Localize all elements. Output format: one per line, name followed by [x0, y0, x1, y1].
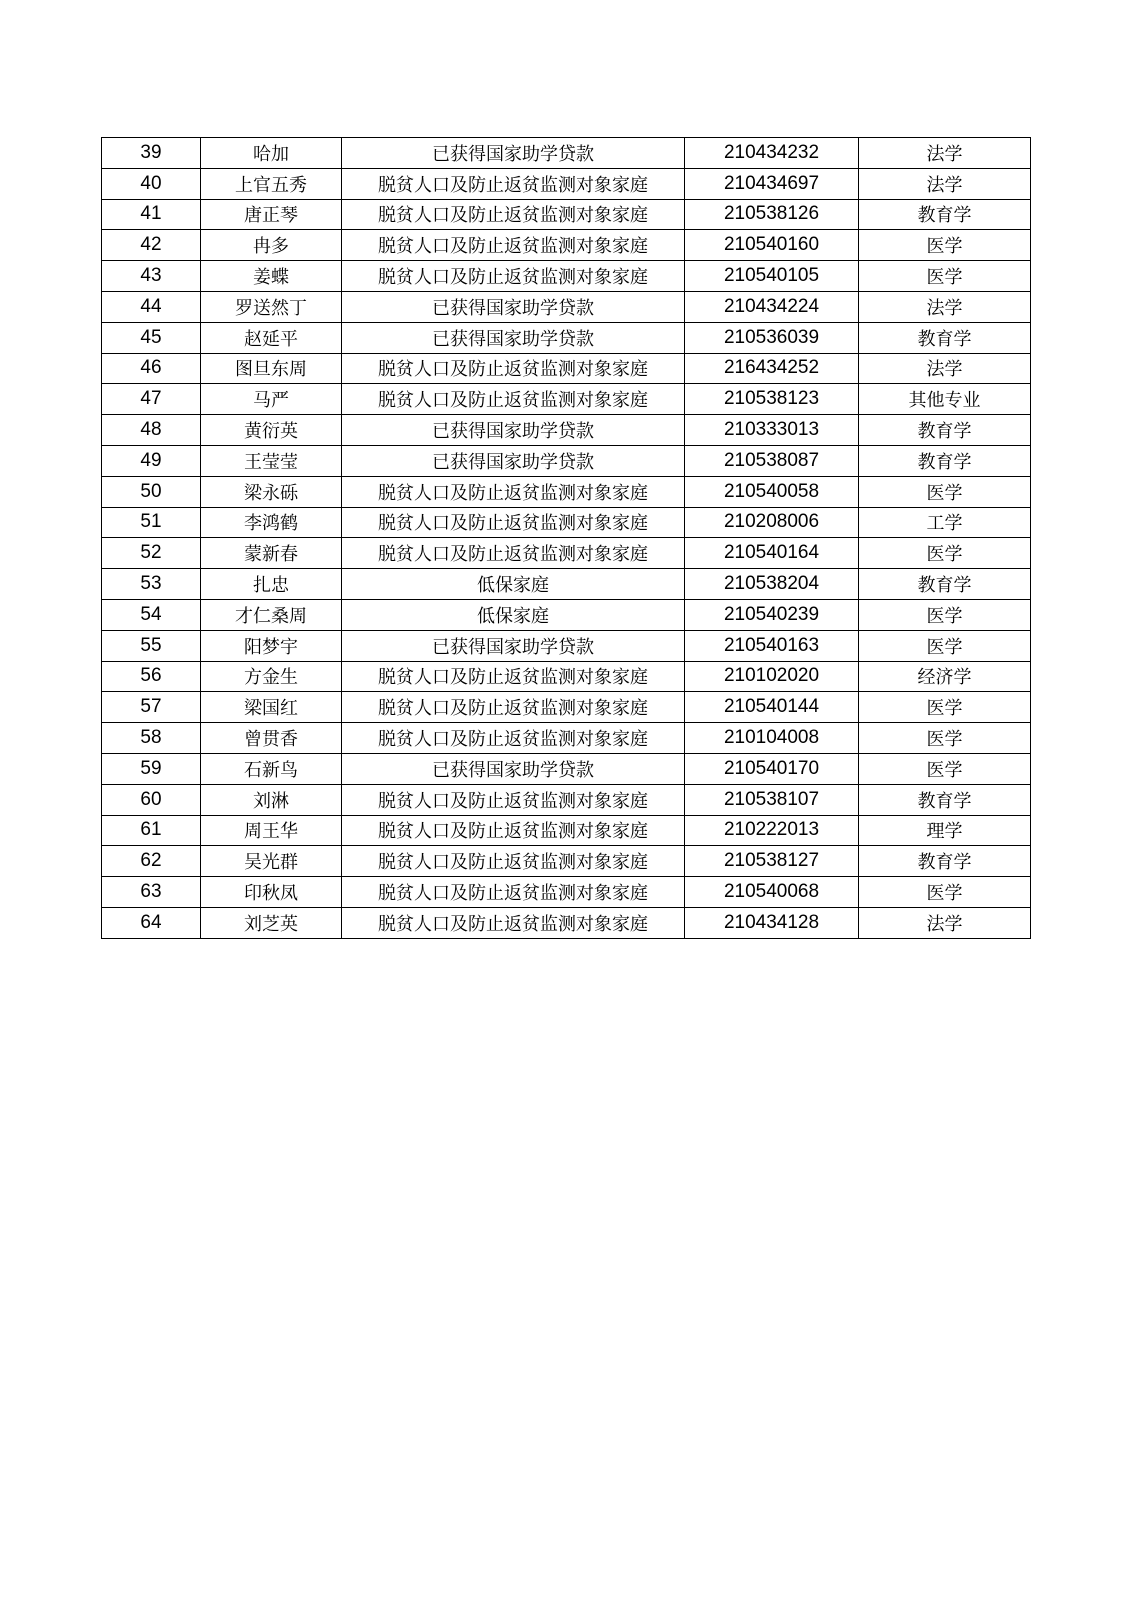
- major-cell: 法学: [859, 138, 1031, 169]
- student-name-cell: 王莹莹: [201, 445, 342, 476]
- student-id-cell: 210540160: [685, 230, 859, 261]
- table-row: [102, 723, 1031, 754]
- table-row: [102, 538, 1031, 569]
- table-row: [102, 138, 1031, 169]
- table-row: [102, 784, 1031, 815]
- aid-category-cell: 脱贫人口及防止返贫监测对象家庭: [342, 661, 685, 692]
- row-number-cell: 52: [102, 538, 201, 569]
- row-number-cell: 44: [102, 291, 201, 322]
- student-id-cell: 210333013: [685, 415, 859, 446]
- student-id-cell: 210538107: [685, 784, 859, 815]
- major-cell: 教育学: [859, 415, 1031, 446]
- row-number-cell: 39: [102, 138, 201, 169]
- row-number-cell: 49: [102, 445, 201, 476]
- row-number-cell: 50: [102, 476, 201, 507]
- row-number-cell: 58: [102, 723, 201, 754]
- student-id-cell: 210208006: [685, 507, 859, 538]
- table-row: [102, 384, 1031, 415]
- student-name-cell: 梁永砾: [201, 476, 342, 507]
- student-id-cell: 210540058: [685, 476, 859, 507]
- table-row: [102, 353, 1031, 384]
- major-cell: 教育学: [859, 445, 1031, 476]
- aid-category-cell: 脱贫人口及防止返贫监测对象家庭: [342, 353, 685, 384]
- row-number-cell: 62: [102, 846, 201, 877]
- table-row: [102, 322, 1031, 353]
- aid-category-cell: 已获得国家助学贷款: [342, 445, 685, 476]
- major-cell: 教育学: [859, 569, 1031, 600]
- student-name-cell: 马严: [201, 384, 342, 415]
- aid-category-cell: 低保家庭: [342, 569, 685, 600]
- major-cell: 理学: [859, 815, 1031, 846]
- table-row: [102, 692, 1031, 723]
- aid-category-cell: 已获得国家助学贷款: [342, 753, 685, 784]
- table-row: [102, 476, 1031, 507]
- table-row: [102, 877, 1031, 908]
- student-name-cell: 哈加: [201, 138, 342, 169]
- aid-category-cell: 脱贫人口及防止返贫监测对象家庭: [342, 476, 685, 507]
- student-id-cell: 210434232: [685, 138, 859, 169]
- student-name-cell: 姜蝶: [201, 261, 342, 292]
- student-name-cell: 罗送然丁: [201, 291, 342, 322]
- student-id-cell: 210538087: [685, 445, 859, 476]
- major-cell: 医学: [859, 877, 1031, 908]
- major-cell: 医学: [859, 599, 1031, 630]
- aid-category-cell: 脱贫人口及防止返贫监测对象家庭: [342, 384, 685, 415]
- student-name-cell: 冉多: [201, 230, 342, 261]
- major-cell: 法学: [859, 168, 1031, 199]
- aid-category-cell: 脱贫人口及防止返贫监测对象家庭: [342, 507, 685, 538]
- aid-category-cell: 已获得国家助学贷款: [342, 415, 685, 446]
- student-name-cell: 方金生: [201, 661, 342, 692]
- major-cell: 医学: [859, 261, 1031, 292]
- table-row: [102, 753, 1031, 784]
- student-id-cell: 210540144: [685, 692, 859, 723]
- student-id-cell: 210222013: [685, 815, 859, 846]
- major-cell: 法学: [859, 907, 1031, 938]
- table-row: [102, 630, 1031, 661]
- student-id-cell: 210540105: [685, 261, 859, 292]
- major-cell: 其他专业: [859, 384, 1031, 415]
- row-number-cell: 63: [102, 877, 201, 908]
- student-id-cell: 210538126: [685, 199, 859, 230]
- table-row: [102, 291, 1031, 322]
- aid-category-cell: 脱贫人口及防止返贫监测对象家庭: [342, 784, 685, 815]
- table-row: [102, 599, 1031, 630]
- table-row: [102, 199, 1031, 230]
- aid-category-cell: 已获得国家助学贷款: [342, 322, 685, 353]
- student-name-cell: 吴光群: [201, 846, 342, 877]
- table-row: [102, 846, 1031, 877]
- student-id-cell: 210102020: [685, 661, 859, 692]
- student-name-cell: 刘芝英: [201, 907, 342, 938]
- student-id-cell: 210540239: [685, 599, 859, 630]
- major-cell: 医学: [859, 723, 1031, 754]
- student-roster-table: [101, 137, 1031, 939]
- student-name-cell: 扎忠: [201, 569, 342, 600]
- aid-category-cell: 已获得国家助学贷款: [342, 138, 685, 169]
- aid-category-cell: 低保家庭: [342, 599, 685, 630]
- aid-category-cell: 脱贫人口及防止返贫监测对象家庭: [342, 692, 685, 723]
- aid-category-cell: 脱贫人口及防止返贫监测对象家庭: [342, 261, 685, 292]
- student-id-cell: 210540163: [685, 630, 859, 661]
- student-name-cell: 石新鸟: [201, 753, 342, 784]
- student-id-cell: 210104008: [685, 723, 859, 754]
- row-number-cell: 64: [102, 907, 201, 938]
- student-name-cell: 曾贯香: [201, 723, 342, 754]
- row-number-cell: 61: [102, 815, 201, 846]
- student-id-cell: 210538204: [685, 569, 859, 600]
- row-number-cell: 56: [102, 661, 201, 692]
- student-name-cell: 图旦东周: [201, 353, 342, 384]
- major-cell: 医学: [859, 692, 1031, 723]
- major-cell: 法学: [859, 353, 1031, 384]
- student-name-cell: 赵延平: [201, 322, 342, 353]
- major-cell: 工学: [859, 507, 1031, 538]
- row-number-cell: 43: [102, 261, 201, 292]
- row-number-cell: 60: [102, 784, 201, 815]
- student-id-cell: 210538127: [685, 846, 859, 877]
- roster-body: [102, 138, 1031, 939]
- student-id-cell: 210540164: [685, 538, 859, 569]
- major-cell: 医学: [859, 476, 1031, 507]
- student-name-cell: 李鸿鹤: [201, 507, 342, 538]
- aid-category-cell: 脱贫人口及防止返贫监测对象家庭: [342, 723, 685, 754]
- row-number-cell: 45: [102, 322, 201, 353]
- aid-category-cell: 脱贫人口及防止返贫监测对象家庭: [342, 815, 685, 846]
- table-row: [102, 815, 1031, 846]
- student-name-cell: 上官五秀: [201, 168, 342, 199]
- student-id-cell: 210434224: [685, 291, 859, 322]
- student-name-cell: 周王华: [201, 815, 342, 846]
- row-number-cell: 55: [102, 630, 201, 661]
- student-id-cell: 210434697: [685, 168, 859, 199]
- table-row: [102, 507, 1031, 538]
- aid-category-cell: 脱贫人口及防止返贫监测对象家庭: [342, 168, 685, 199]
- student-name-cell: 蒙新春: [201, 538, 342, 569]
- major-cell: 法学: [859, 291, 1031, 322]
- table-row: [102, 445, 1031, 476]
- major-cell: 医学: [859, 630, 1031, 661]
- student-id-cell: 210540068: [685, 877, 859, 908]
- table-row: [102, 415, 1031, 446]
- row-number-cell: 59: [102, 753, 201, 784]
- student-name-cell: 刘淋: [201, 784, 342, 815]
- major-cell: 经济学: [859, 661, 1031, 692]
- student-name-cell: 印秋凤: [201, 877, 342, 908]
- aid-category-cell: 脱贫人口及防止返贫监测对象家庭: [342, 538, 685, 569]
- row-number-cell: 57: [102, 692, 201, 723]
- student-id-cell: 210434128: [685, 907, 859, 938]
- row-number-cell: 51: [102, 507, 201, 538]
- table-row: [102, 230, 1031, 261]
- student-id-cell: 210536039: [685, 322, 859, 353]
- row-number-cell: 48: [102, 415, 201, 446]
- table-row: [102, 907, 1031, 938]
- major-cell: 教育学: [859, 846, 1031, 877]
- major-cell: 医学: [859, 753, 1031, 784]
- aid-category-cell: 已获得国家助学贷款: [342, 291, 685, 322]
- student-name-cell: 才仁桑周: [201, 599, 342, 630]
- aid-category-cell: 已获得国家助学贷款: [342, 630, 685, 661]
- aid-category-cell: 脱贫人口及防止返贫监测对象家庭: [342, 199, 685, 230]
- student-name-cell: 梁国红: [201, 692, 342, 723]
- major-cell: 教育学: [859, 784, 1031, 815]
- student-name-cell: 唐正琴: [201, 199, 342, 230]
- table-row: [102, 168, 1031, 199]
- row-number-cell: 54: [102, 599, 201, 630]
- aid-category-cell: 脱贫人口及防止返贫监测对象家庭: [342, 877, 685, 908]
- aid-category-cell: 脱贫人口及防止返贫监测对象家庭: [342, 230, 685, 261]
- student-name-cell: 阳梦宇: [201, 630, 342, 661]
- major-cell: 教育学: [859, 199, 1031, 230]
- major-cell: 教育学: [859, 322, 1031, 353]
- table-row: [102, 569, 1031, 600]
- row-number-cell: 41: [102, 199, 201, 230]
- row-number-cell: 46: [102, 353, 201, 384]
- table-row: [102, 261, 1031, 292]
- row-number-cell: 47: [102, 384, 201, 415]
- row-number-cell: 42: [102, 230, 201, 261]
- student-name-cell: 黄衍英: [201, 415, 342, 446]
- major-cell: 医学: [859, 538, 1031, 569]
- row-number-cell: 40: [102, 168, 201, 199]
- aid-category-cell: 脱贫人口及防止返贫监测对象家庭: [342, 907, 685, 938]
- major-cell: 医学: [859, 230, 1031, 261]
- aid-category-cell: 脱贫人口及防止返贫监测对象家庭: [342, 846, 685, 877]
- row-number-cell: 53: [102, 569, 201, 600]
- student-id-cell: 210540170: [685, 753, 859, 784]
- student-id-cell: 216434252: [685, 353, 859, 384]
- student-id-cell: 210538123: [685, 384, 859, 415]
- table-row: [102, 661, 1031, 692]
